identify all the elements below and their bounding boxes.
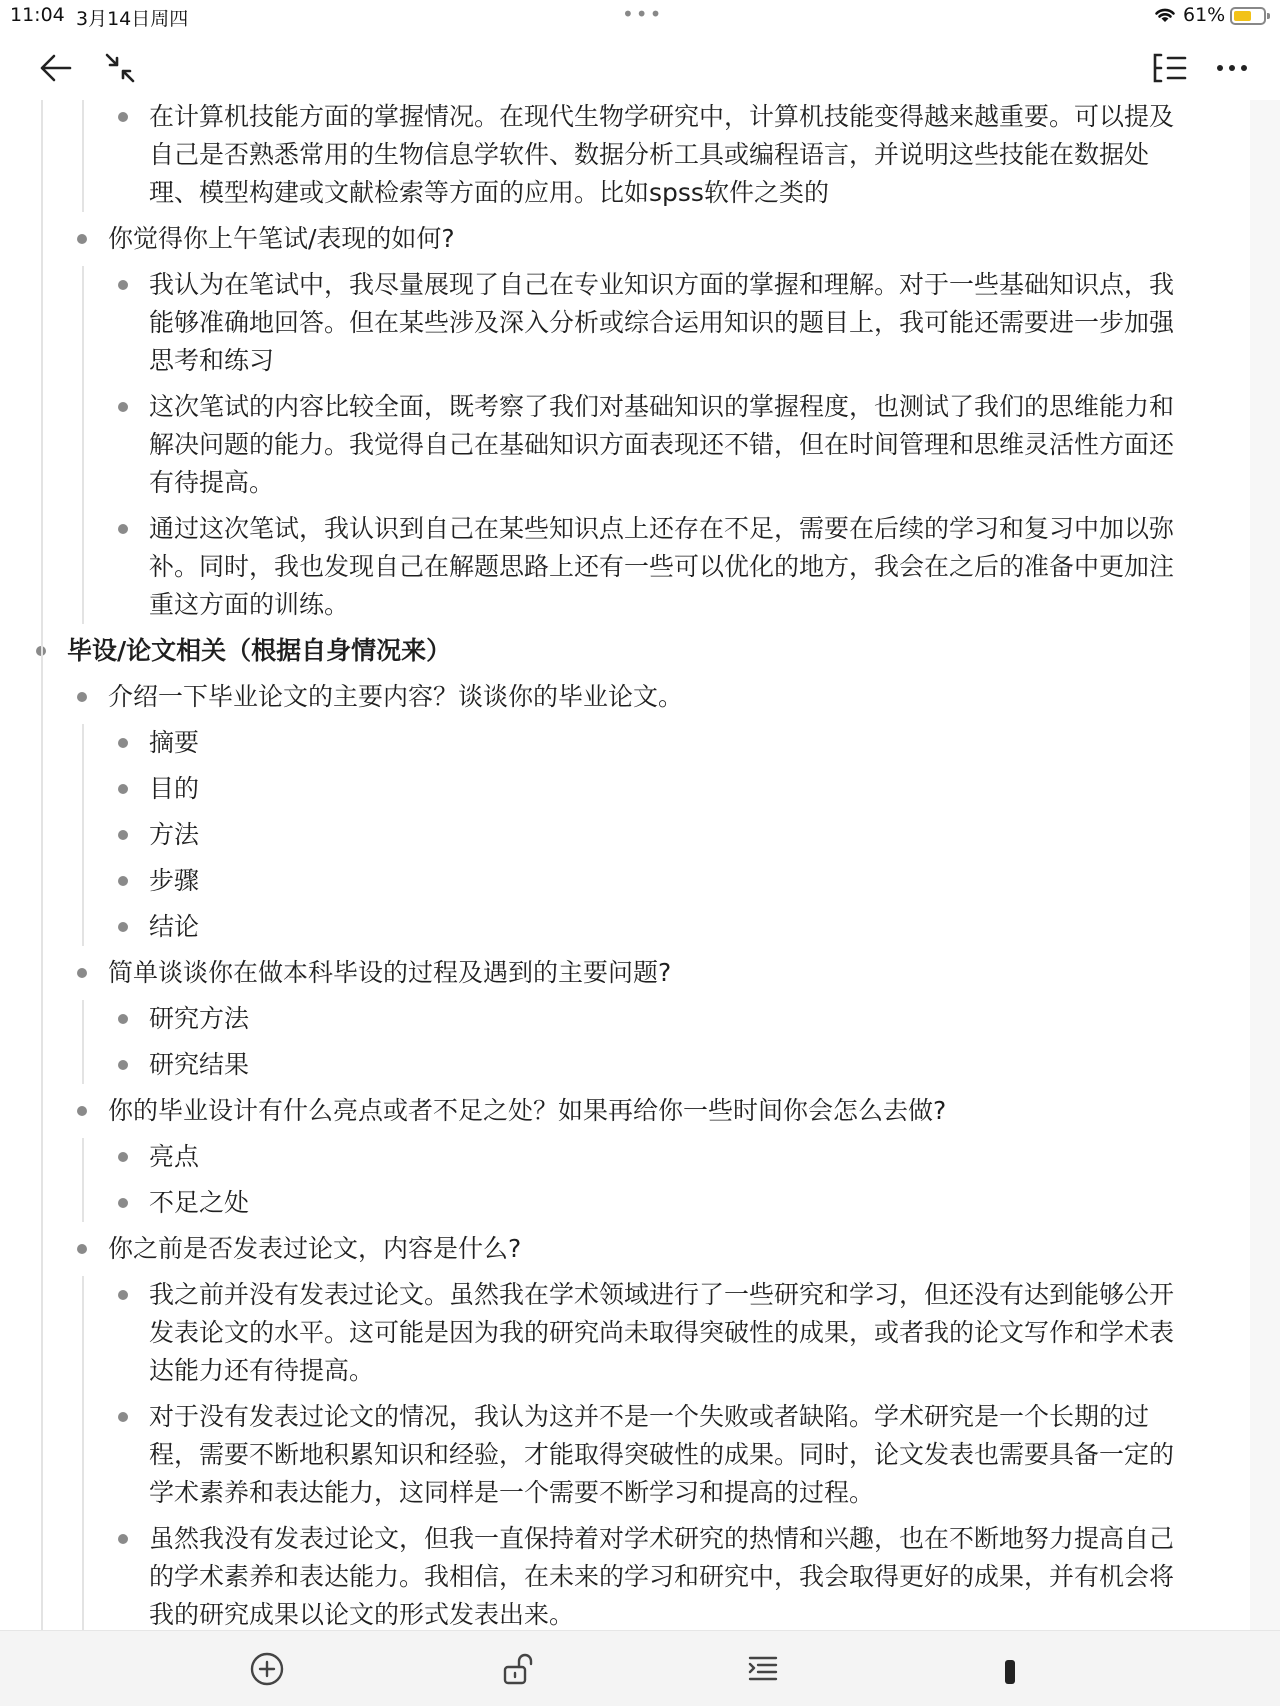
bullet-icon[interactable] [118,1412,128,1422]
bullet-icon[interactable] [118,876,128,886]
outline-item-level-3[interactable] [0,1520,1250,1630]
bullet-icon[interactable] [77,234,87,244]
outline-item-level-3[interactable] [0,1138,1250,1176]
scrollbar-track[interactable] [1250,100,1280,1630]
status-time: 11:04 [10,4,65,26]
bullet-icon[interactable] [118,1198,128,1208]
outline-item-text[interactable]: 你之前是否发表过论文，内容是什么? [108,1234,522,1263]
bullet-icon[interactable] [77,968,87,978]
outline-item-text[interactable]: 解决问题的能力。我觉得自己在基础知识方面表现还不错，但在时间管理和思维灵活性方面还 [149,430,1175,459]
indent-guide [82,1000,84,1084]
outline-item-text[interactable]: 我的研究成果以论文的形式发表出来。 [149,1600,575,1629]
bullet-icon[interactable] [118,1152,128,1162]
bullet-icon[interactable] [77,692,87,702]
bullet-icon[interactable] [118,1534,128,1544]
outline-item-level-3[interactable] [0,388,1250,502]
outline-item-level-3[interactable] [0,770,1250,808]
outline-item-text[interactable]: 在计算机技能方面的掌握情况。在现代生物学研究中，计算机技能变得越来越重要。可以提及 [149,102,1175,131]
top-toolbar [0,40,1280,100]
outline-item-text[interactable]: 的学术素养和表达能力。我相信，在未来的学习和研究中，我会取得更好的成果，并有机会将 [149,1562,1175,1591]
battery-fill [1234,11,1251,21]
multitask-dots-icon[interactable]: ••• [622,2,664,26]
outline-item-level-2[interactable] [0,678,1250,716]
outline-item-text[interactable]: 结论 [149,912,200,941]
outline-item-level-2[interactable] [0,1092,1250,1130]
outline-item-level-2[interactable] [0,954,1250,992]
bullet-icon[interactable] [118,112,128,122]
outline-icon[interactable] [1142,40,1198,96]
battery-percent: 61% [1183,4,1226,26]
unlock-icon[interactable] [488,1639,548,1699]
outline-item-text[interactable]: 不足之处 [149,1188,250,1217]
bullet-icon[interactable] [118,1060,128,1070]
outline-item-text[interactable]: 达能力还有待提高。 [149,1356,375,1385]
outline-item-text[interactable]: 补。同时，我也发现自己在解题思路上还有一些可以优化的地方，我会在之后的准备中更加注 [149,552,1175,581]
outline-item-level-3[interactable] [0,1046,1250,1084]
outline-item-level-2[interactable] [0,1230,1250,1268]
outline-item-text[interactable]: 方法 [149,820,200,849]
outline-item-level-3[interactable] [0,100,1250,212]
outline-item-level-2[interactable] [0,220,1250,258]
list-icon[interactable] [733,1639,793,1699]
outline-item-level-3[interactable] [0,816,1250,854]
home-indicator [1005,1660,1015,1684]
indent-guide [82,724,84,946]
outline-item-level-3[interactable] [0,1000,1250,1038]
outline-item-level-3[interactable] [0,1398,1250,1512]
collapse-icon[interactable] [92,40,148,96]
back-arrow-icon[interactable] [28,40,84,96]
bullet-icon[interactable] [118,784,128,794]
indent-guide [82,1276,84,1630]
outline-item-text[interactable]: 简单谈谈你在做本科毕设的过程及遇到的主要问题? [108,958,672,987]
outline-item-text[interactable]: 摘要 [149,728,200,757]
outline-item-level-3[interactable] [0,266,1250,380]
outline-item-text[interactable]: 思考和练习 [149,346,275,375]
battery-icon [1230,7,1266,25]
outline-item-level-3[interactable] [0,724,1250,762]
outline-document[interactable] [0,100,1250,1630]
outline-item-text[interactable]: 你觉得你上午笔试/表现的如何? [108,224,455,253]
outline-item-text[interactable]: 能够准确地回答。但在某些涉及深入分析或综合运用知识的题目上，我可能还需要进一步加强 [149,308,1175,337]
outline-item-level-3[interactable] [0,908,1250,946]
bullet-icon[interactable] [118,830,128,840]
status-date: 3月14日周四 [76,8,189,30]
outline-item-text[interactable]: 对于没有发表过论文的情况，我认为这并不是一个失败或者缺陷。学术研究是一个长期的过 [149,1402,1150,1431]
bullet-icon[interactable] [118,524,128,534]
outline-item-text[interactable]: 理、模型构建或文献检索等方面的应用。比如spss软件之类的 [149,178,829,207]
indent-guide [41,100,43,1630]
outline-item-text[interactable]: 我之前并没有发表过论文。虽然我在学术领域进行了一些研究和学习，但还没有达到能够公开 [149,1280,1175,1309]
outline-item-text[interactable]: 重这方面的训练。 [149,590,350,619]
outline-item-level-3[interactable] [0,1276,1250,1390]
outline-item-text[interactable]: 亮点 [149,1142,200,1171]
status-bar [0,0,1280,32]
outline-item-text[interactable]: 研究结果 [149,1050,250,1079]
outline-item-level-3[interactable] [0,862,1250,900]
bottom-toolbar [0,1630,1280,1706]
outline-item-text[interactable]: 研究方法 [149,1004,250,1033]
outline-item-text[interactable]: 你的毕业设计有什么亮点或者不足之处？如果再给你一些时间你会怎么去做? [108,1096,947,1125]
add-icon[interactable] [237,1639,297,1699]
outline-item-text[interactable]: 毕设/论文相关（根据自身情况来） [67,636,452,665]
bullet-icon[interactable] [118,402,128,412]
bullet-icon[interactable] [77,1244,87,1254]
outline-item-text[interactable]: 自己是否熟悉常用的生物信息学软件、数据分析工具或编程语言，并说明这些技能在数据处 [149,140,1150,169]
outline-item-text[interactable]: 通过这次笔试，我认识到自己在某些知识点上还存在不足，需要在后续的学习和复习中加以弥 [149,514,1175,543]
outline-item-level-3[interactable] [0,1184,1250,1222]
outline-item-text[interactable]: 程，需要不断地积累知识和经验，才能取得突破性的成果。同时，论文发表也需要具备一定的 [149,1440,1175,1469]
bullet-icon[interactable] [77,1106,87,1116]
outline-item-text[interactable]: 虽然我没有发表过论文，但我一直保持着对学术研究的热情和兴趣，也在不断地努力提高自己 [149,1524,1175,1553]
indent-guide [82,1138,84,1222]
outline-item-text[interactable]: 学术素养和表达能力，这同样是一个需要不断学习和提高的过程。 [149,1478,875,1507]
bullet-icon[interactable] [118,1290,128,1300]
outline-item-text[interactable]: 我认为在笔试中，我尽量展现了自己在专业知识方面的掌握和理解。对于一些基础知识点，我 [149,270,1175,299]
outline-item-text[interactable]: 目的 [149,774,200,803]
outline-item-text[interactable]: 这次笔试的内容比较全面，既考察了我们对基础知识的掌握程度，也测试了我们的思维能力和 [149,392,1175,421]
outline-item-level-1[interactable] [0,632,1250,670]
bullet-icon[interactable] [118,922,128,932]
outline-item-text[interactable]: 发表论文的水平。这可能是因为我的研究尚未取得突破性的成果，或者我的论文写作和学术表 [149,1318,1175,1347]
wifi-icon [1153,4,1177,29]
bullet-icon[interactable] [118,280,128,290]
outline-item-text[interactable]: 有待提高。 [149,468,275,497]
bullet-icon[interactable] [118,1014,128,1024]
outline-item-text[interactable]: 介绍一下毕业论文的主要内容？谈谈你的毕业论文。 [108,682,684,711]
outline-item-text[interactable]: 步骤 [149,866,200,895]
indent-guide [82,266,84,624]
more-icon[interactable] [1204,40,1260,96]
bullet-icon[interactable] [118,738,128,748]
indent-guide [82,100,84,212]
outline-item-level-3[interactable] [0,510,1250,624]
